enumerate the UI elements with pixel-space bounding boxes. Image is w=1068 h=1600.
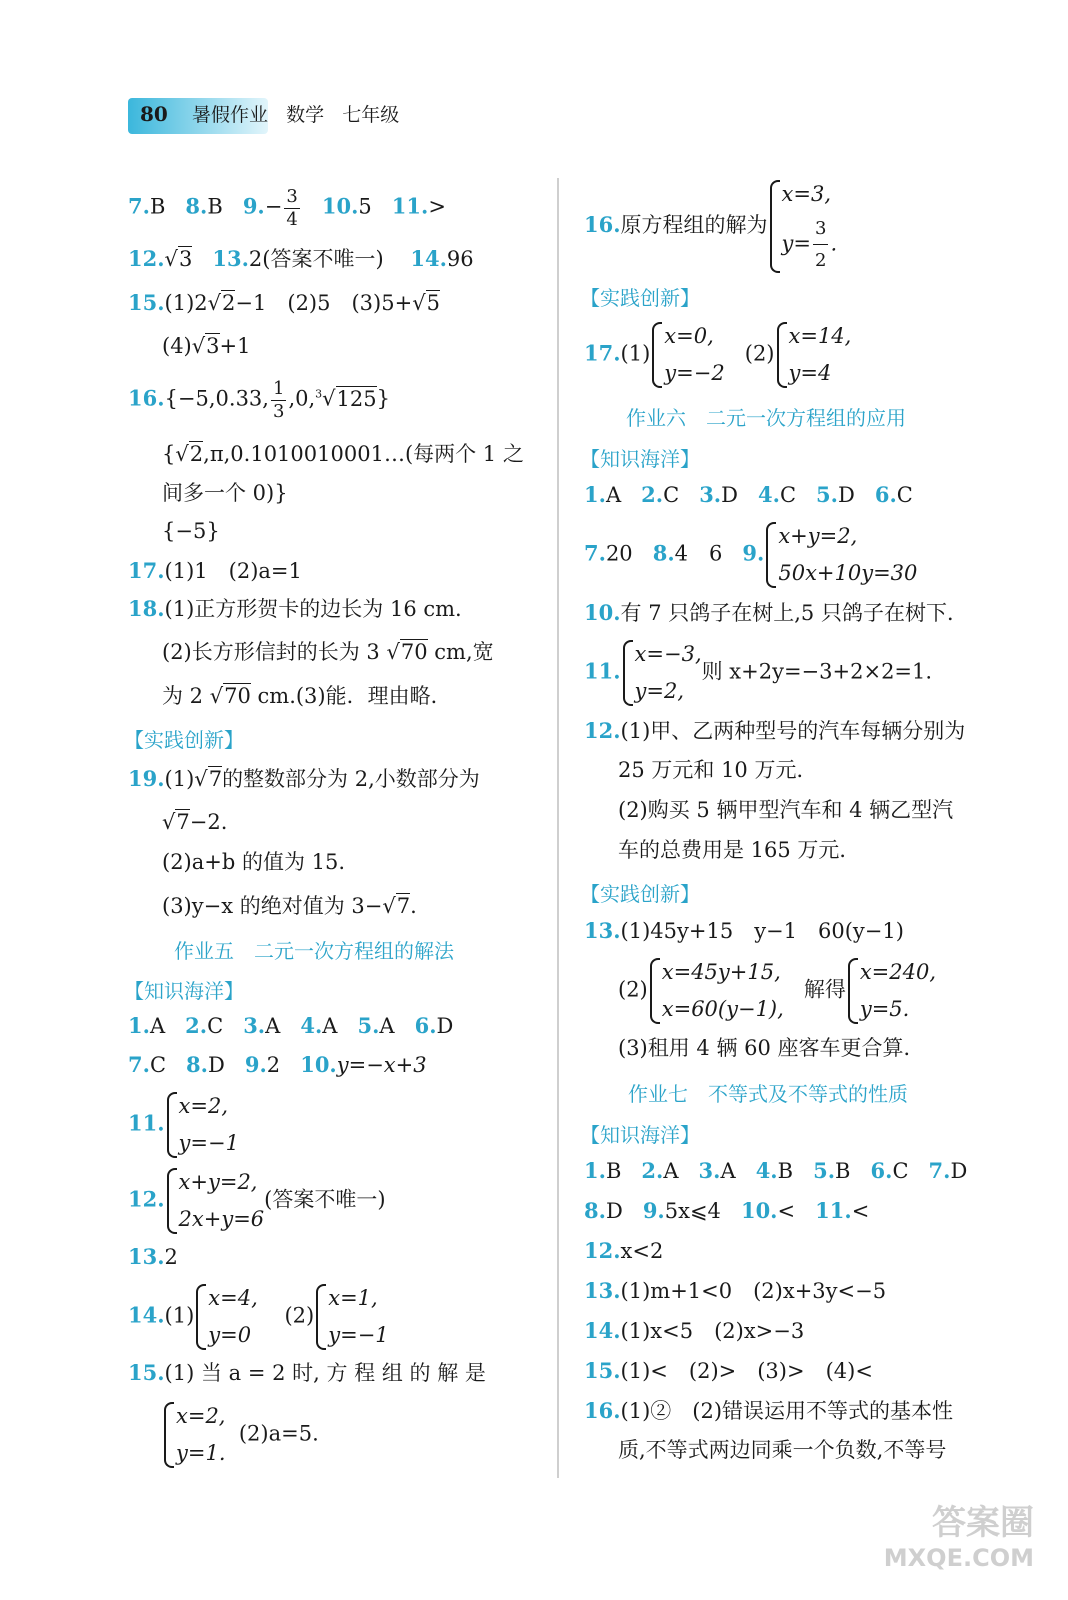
equation-system: (2) x=45y+15, x=60(y−1), 解得 x=240, y=5.	[618, 954, 936, 1028]
answer-line: {√2,π,0.1010010001…(每两个 1 之	[162, 442, 524, 466]
answer-line: 15.(1)2√2−1 (2)5 (3)5+√5	[128, 290, 440, 315]
answer-line: 14.(1)x<5 (2)x>−3	[584, 1318, 805, 1343]
answer-line: 1.A 2.C 3.D 4.C 5.D 6.C	[584, 482, 913, 507]
page-number: 80	[140, 102, 168, 126]
section-title: 作业五 二元一次方程组的解法	[174, 939, 454, 963]
answer-line: 12.(1)甲、乙两种型号的汽车每辆分别为	[584, 718, 966, 743]
answer-line: (4)√3+1	[162, 334, 251, 358]
answer-line: (2)a+b 的值为 15.	[162, 850, 346, 874]
answer-line: 13.2	[128, 1244, 178, 1269]
section-label: 【实践创新】	[580, 286, 700, 310]
column-divider	[557, 178, 559, 1478]
answer-line: 为 2 √70 cm.(3)能．理由略．	[162, 684, 452, 708]
answer-line: (3)租用 4 辆 60 座客车更合算．	[618, 1036, 925, 1060]
equation-system: x=2, y=1. (2)a=5.	[162, 1398, 319, 1472]
grade: 七年级	[342, 104, 400, 126]
equation-system: 16.原方程组的解为 x=3, y= $\frac{3}{2}$ .	[584, 176, 837, 277]
subject: 数学	[286, 104, 325, 126]
equation-system: 11. x=−3, y=2, 则 x+2y=−3+2×2=1.	[584, 636, 932, 710]
answer-line: 7.C 8.D 9.2 10.y=−x+3	[128, 1052, 427, 1077]
answer-line: 车的总费用是 165 万元．	[618, 838, 861, 862]
answer-line: √7−2.	[162, 810, 228, 834]
answer-line: 17.(1)1 (2)a=1	[128, 558, 302, 583]
answer-line: (2)长方形信封的长为 3 √70 cm,宽	[162, 640, 494, 664]
answer-line: 13.(1)m+1<0 (2)x+3y<−5	[584, 1278, 887, 1303]
watermark-logo: 答案圈 MXQE.COM	[883, 1503, 1034, 1572]
answer-line: 10.有 7 只鸽子在树上,5 只鸽子在树下．	[584, 600, 968, 625]
equation-system: 7.20 8.4 6 9. x+y=2, 50x+10y=30	[584, 518, 917, 592]
section-label: 【知识海洋】	[124, 979, 244, 1003]
header-title	[192, 104, 399, 127]
answer-line: 19.(1)√7的整数部分为 2,小数部分为	[128, 766, 480, 791]
answer-line: 质,不等式两边同乘一个负数,不等号	[618, 1438, 947, 1462]
book-title: 暑假作业	[192, 104, 269, 126]
answer-line: 7.B 8.B 9.− $\frac{3}{4}$ 10.5 11.>	[128, 186, 446, 230]
answer-line: 1.A 2.C 3.A 4.A 5.A 6.D	[128, 1013, 454, 1038]
answer-line: 16.(1)② (2)错误运用不等式的基本性	[584, 1398, 954, 1423]
answer-line: {−5}	[162, 519, 220, 543]
fraction: $\frac{3}{4}$	[286, 186, 298, 230]
section-title: 作业六 二元一次方程组的应用	[626, 406, 906, 430]
answer-line: 15.(1) 当 a = 2 时, 方 程 组 的 解 是	[128, 1360, 486, 1385]
answer-line: 间多一个 0)}	[162, 481, 288, 505]
section-title: 作业七 不等式及不等式的性质	[628, 1082, 908, 1106]
section-label: 【实践创新】	[580, 882, 700, 906]
answer-line: 18.(1)正方形贺卡的边长为 16 cm.	[128, 596, 462, 621]
section-label: 【知识海洋】	[580, 447, 700, 471]
answer-line: 16.{−5,0.33, $\frac{1}{3}$ ,0,$^3$√125}	[128, 378, 391, 422]
equation-system: 14.(1) x=4, y=0 (2) x=1, y=−1	[128, 1280, 389, 1354]
answer-line: 1.B 2.A 3.A 4.B 5.B 6.C 7.D	[584, 1158, 968, 1183]
section-label: 【实践创新】	[124, 728, 244, 752]
equation-system: 12. x+y=2, 2x+y=6 (答案不唯一)	[128, 1164, 386, 1238]
equation-system: 11. x=2, y=−1	[128, 1088, 239, 1162]
answer-line: 12.√3 13.2(答案不唯一) 14.96	[128, 246, 474, 271]
section-label: 【知识海洋】	[580, 1123, 700, 1147]
answer-line: (3)y−x 的绝对值为 3−√7.	[162, 894, 417, 918]
answer-line: (2)购买 5 辆甲型汽车和 4 辆乙型汽	[618, 798, 954, 822]
answer-line: 15.(1)< (2)> (3)> (4)<	[584, 1358, 873, 1383]
answer-line: 8.D 9.5x⩽4 10.< 11.<	[584, 1198, 870, 1223]
answer-line: 25 万元和 10 万元．	[618, 758, 818, 782]
answer-line: 13.(1)45y+15 y−1 60(y−1)	[584, 918, 904, 943]
equation-system: 17.(1) x=0, y=−2 (2) x=14, y=4	[584, 318, 851, 392]
answer-line: 12.x<2	[584, 1238, 664, 1263]
